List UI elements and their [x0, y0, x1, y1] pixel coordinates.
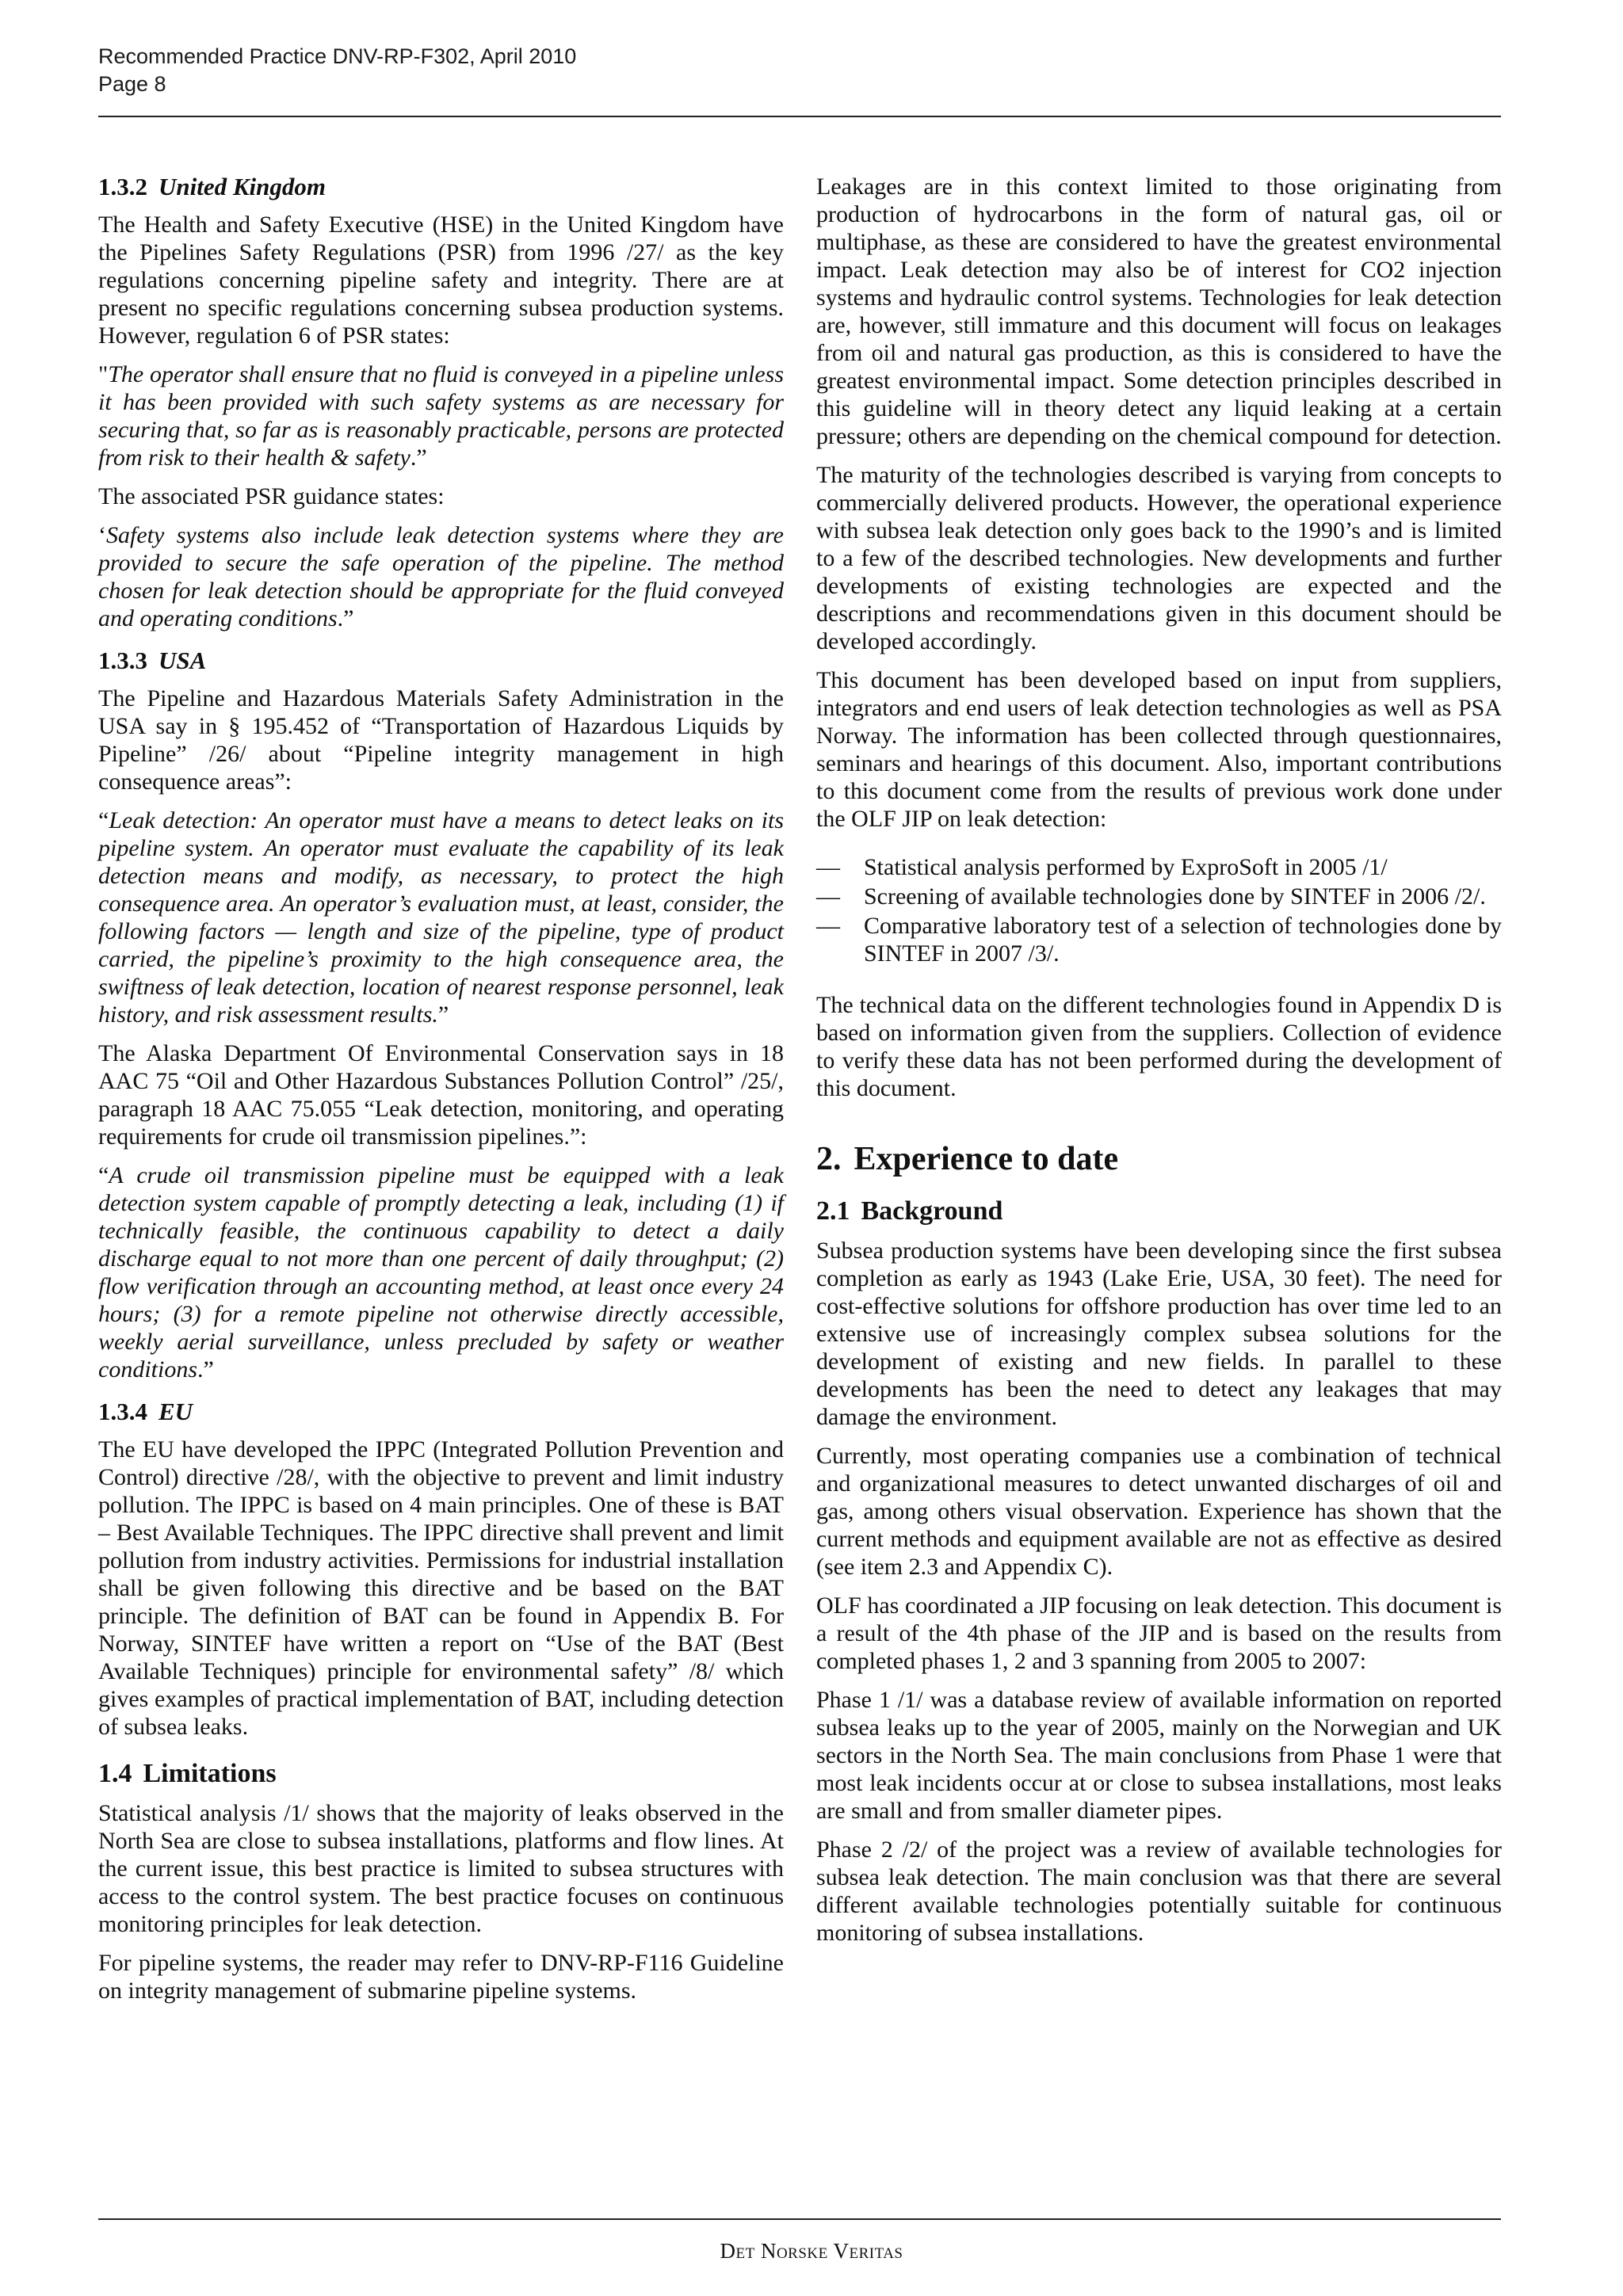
header-rule	[98, 116, 1501, 117]
paragraph: The technical data on the different technologies found in Appendix D is based on information given from the suppliers. Collection of evidence to verify these data has not been performed during the development of this document.	[816, 992, 1502, 1101]
paragraph: The Health and Safety Executive (HSE) in the United Kingdom have the Pipelines Safety Regulations (PSR) from 1996 /27/ as the key regulations concerning pipeline safety and integrity. There are at present no specific regulations concerning subsea production systems. However, regulation 6 of PSR states:	[98, 212, 784, 349]
heading-2-1: 2.1 Background	[816, 1196, 1003, 1226]
paragraph: The Alaska Department Of Environmental Conservation says in 18 AAC 75 “Oil and Other Hazardous Substances Pollution Control” /25/, paragraph 18 AAC 75.055 “Leak detection, monitoring, and operating requirements for crude oil transmission pipelines.”:	[98, 1040, 784, 1150]
contribution-list	[816, 853, 1502, 967]
page-number: Page 8	[98, 72, 166, 96]
paragraph: Statistical analysis /1/ shows that the majority of leaks observed in the North Sea are close to subsea installations, platforms and flow lines. At the current issue, this best practice is limited to subsea structures with access to the control system. The best practice focuses on continuous monitoring principles for leak detection.	[98, 1800, 784, 1937]
quote-leak-detection: “Leak detection: An operator must have a means to detect leaks on its pipeline system. An operator must evaluate the capability of its leak detection means and modify, as necessary, to protect the high consequence area. An operator’s evaluation must, at least, consider, the following factors — length and size of the pipeline, type of product carried, the pipeline’s proximity to the high consequence area, the swiftness of leak detection, location of nearest response personnel, leak history, and risk assessment results.”	[98, 807, 784, 1028]
paragraph: The associated PSR guidance states:	[98, 483, 445, 509]
page-header	[98, 43, 1501, 98]
paragraph: Phase 1 /1/ was a database review of available information on reported subsea leaks up to the year of 2005, mainly on the Norwegian and UK sectors in the North Sea. The main conclusions from Phase 1 were that most leak incidents occur at or close to subsea installations, most leaks are small and from smaller diameter pipes.	[816, 1687, 1502, 1824]
heading-2: 2. Experience to date	[816, 1141, 1119, 1177]
paragraph: This document has been developed based on input from suppliers, integrators and end users of leak detection technologies as well as PSA Norway. The information has been collected through questionnaires, seminars and hearings of this document. Also, important contributions to this document come from the results of previous work done under the OLF JIP on leak detection:	[816, 667, 1502, 832]
page-footer: Det Norske Veritas	[720, 2239, 903, 2263]
paragraph: Subsea production systems have been developing since the first subsea completion as early as 1943 (Lake Erie, USA, 30 feet). The need for cost-effective solutions for offshore production has over time led to an extensive use of increasingly complex subsea solutions for the development of existing and new fields. In parallel to these developments has been the need to detect any leakages that may damage the environment.	[816, 1238, 1502, 1430]
paragraph: The maturity of the technologies described is varying from concepts to commercially delivered products. However, the operational experience with subsea leak detection only goes back to the 1990’s and is limited to a few of the described technologies. New developments and further developments of existing technologies are expected and the descriptions and recommendations given in this document should be developed accordingly.	[816, 462, 1502, 654]
heading-1-3-3: 1.3.3 USA	[98, 646, 207, 674]
quote-psr: "The operator shall ensure that no fluid is conveyed in a pipeline unless it has been provided with such safety systems as are necessary for securing that, so far as is reasonably practicable, persons are protected from risk to their health & safety.”	[98, 361, 784, 471]
heading-1-3-2: 1.3.2 United Kingdom	[98, 173, 327, 200]
quote-crude-oil: “A crude oil transmission pipeline must be equipped with a leak detection system capable of promptly detecting a leak, including (1) if technically feasible, the continuous capability to detect a daily discharge equal to not more than one percent of daily throughput; (2) flow verification through an accounting method, at least once every 24 hours; (3) for a remote pipeline not otherwise directly accessible, weekly aerial surveillance, unless precluded by safety or weather conditions.”	[98, 1162, 784, 1383]
paragraph: Currently, most operating companies use a combination of technical and organizational measures to detect unwanted discharges of oil and gas, among others visual observation. Experience has shown that the current methods and equipment available are not as effective as desired (see item 2.3 and Appendix C).	[816, 1443, 1502, 1580]
paragraph: Phase 2 /2/ of the project was a review of available technologies for subsea leak detection. The main conclusion was that there are several different available technologies potentially suitable for continuous monitoring of subsea installations.	[816, 1836, 1502, 1946]
list-item: — Comparative laboratory test of a selection of technologies done by SINTEF in 2007 /3/.	[816, 913, 1502, 967]
right-column	[816, 173, 1502, 1958]
list-item: — Statistical analysis performed by ExproSoft in 2005 /1/	[816, 854, 1388, 880]
list-item: — Screening of available technologies done by SINTEF in 2006 /2/.	[816, 883, 1486, 910]
heading-1-4: 1.4 Limitations	[98, 1759, 277, 1788]
heading-1-3-4: 1.3.4 EU	[98, 1398, 193, 1425]
quote-psr-guidance: ‘Safety systems also include leak detection systems where they are provided to secure the safe operation of the pipeline. The method chosen for leak detection should be appropriate for the fluid conveyed and operating conditions.”	[98, 522, 784, 631]
document-title: Recommended Practice DNV-RP-F302, April 2010	[98, 44, 577, 68]
paragraph: The EU have developed the IPPC (Integrated Pollution Prevention and Control) directive /28/, with the objective to prevent and limit industry pollution. The IPPC is based on 4 main principles. One of these is BAT – Best Available Techniques. The IPPC directive shall prevent and limit pollution from industry activities. Permissions for industrial installation shall be given following this directive and be based on the BAT principle. The definition of BAT can be found in Appendix B. For Norway, SINTEF have written a report on “Use of the BAT (Best Available Techniques) principle for environmental safety” /8/ which gives examples of practical implementation of BAT, including detection of subsea leaks.	[98, 1436, 784, 1740]
paragraph: For pipeline systems, the reader may refer to DNV-RP-F116 Guideline on integrity management of submarine pipeline systems.	[98, 1950, 784, 2004]
paragraph: OLF has coordinated a JIP focusing on leak detection. This document is a result of the 4th phase of the JIP and is based on the results from completed phases 1, 2 and 3 spanning from 2005 to 2007:	[816, 1592, 1502, 1674]
footer-rule	[98, 2218, 1501, 2220]
paragraph: The Pipeline and Hazardous Materials Safety Administration in the USA say in § 195.452 of “Transportation of Hazardous Liquids by Pipeline” /26/ about “Pipeline integrity management in high consequence areas”:	[98, 685, 784, 795]
left-column	[98, 173, 784, 2016]
paragraph: Leakages are in this context limited to those originating from production of hydrocarbons in the form of natural gas, oil or multiphase, as these are considered to have the greatest environmental impact. Leak detection may also be of interest for CO2 injection systems and hydraulic control systems. Technologies for leak detection are, however, still immature and this document will focus on leakages from oil and natural gas production, as this is considered to have the greatest environmental impact. Some detection principles described in this guideline will in theory detect any liquid leaking at a certain pressure; others are depending on the chemical compound for detection.	[816, 174, 1502, 449]
